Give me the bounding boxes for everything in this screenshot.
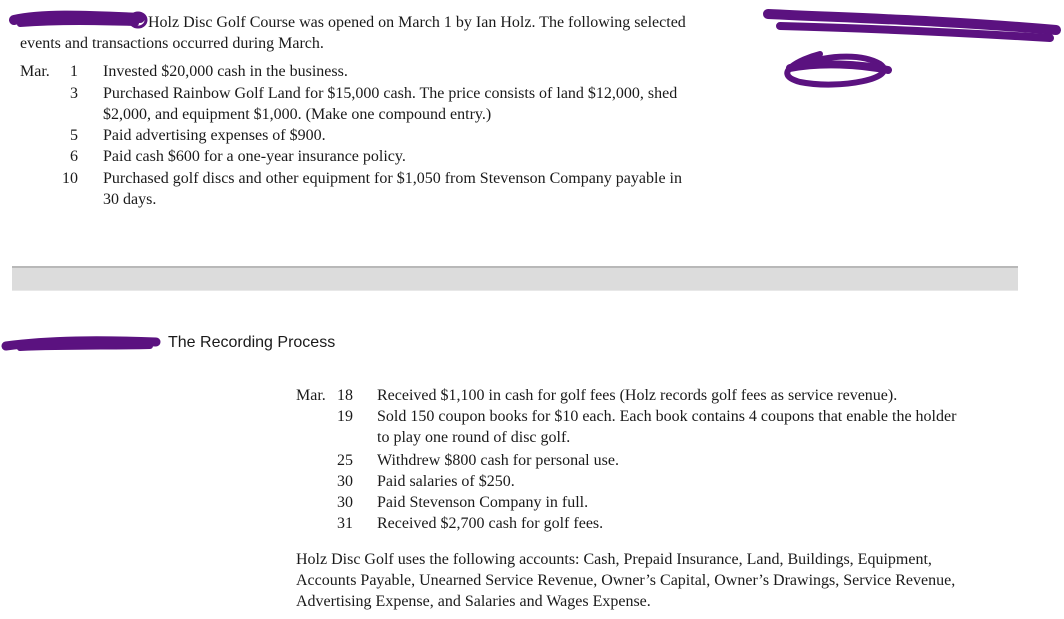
transaction-day: 25 [337, 452, 353, 469]
transaction-day: 10 [62, 170, 78, 187]
transaction-day: 6 [70, 148, 78, 165]
redaction-scribble-top-right [760, 4, 1064, 94]
transaction-day: 5 [70, 127, 78, 144]
transaction-day: 18 [337, 387, 353, 404]
section-divider [12, 266, 1018, 291]
transaction-text: Withdrew $800 cash for personal use. [377, 452, 619, 469]
transaction-day: 3 [70, 85, 78, 102]
month-label: Mar. [296, 387, 326, 404]
accounts-line-1: Holz Disc Golf uses the following accounts: Cash, Prepaid Insurance, Land, Buildings, Equipment, [296, 551, 932, 568]
transaction-day: 31 [337, 515, 353, 532]
transaction-text-cont: $2,000, and equipment $1,000. (Make one compound entry.) [103, 106, 492, 123]
transaction-text: Paid salaries of $250. [377, 473, 515, 490]
accounts-line-3: Advertising Expense, and Salaries and Wages Expense. [296, 593, 651, 610]
transaction-text: Paid advertising expenses of $900. [103, 127, 326, 144]
transaction-day: 30 [337, 473, 353, 490]
transaction-text: Paid Stevenson Company in full. [377, 494, 589, 511]
month-label: Mar. [20, 63, 50, 80]
transaction-day: 19 [337, 408, 353, 425]
transaction-text: Paid cash $600 for a one-year insurance policy. [103, 148, 406, 165]
transaction-text: Purchased Rainbow Golf Land for $15,000 cash. The price consists of land $12,000, shed [103, 85, 678, 102]
redaction-scribble-top-left [0, 6, 160, 32]
transaction-day: 30 [337, 494, 353, 511]
transaction-text: Purchased golf discs and other equipment for $1,050 from Stevenson Company payable in [103, 170, 682, 187]
intro-line-2: events and transactions occurred during March. [20, 35, 324, 52]
accounts-line-2: Accounts Payable, Unearned Service Revenue, Owner’s Capital, Owner’s Drawings, Service Revenue, [296, 572, 956, 589]
transaction-text: Sold 150 coupon books for $10 each. Each book contains 4 coupons that enable the holder [377, 408, 957, 425]
transaction-day: 1 [70, 63, 78, 80]
intro-line-1: Holz Disc Golf Course was opened on March 1 by Ian Holz. The following selected [148, 14, 686, 31]
transaction-text-cont: 30 days. [103, 191, 157, 208]
transaction-text: Received $1,100 in cash for golf fees (Holz records golf fees as service revenue). [377, 387, 898, 404]
transaction-text-cont: to play one round of disc golf. [377, 429, 571, 446]
section-title: The Recording Process [168, 334, 336, 351]
transaction-text: Received $2,700 cash for golf fees. [377, 515, 604, 532]
redaction-scribble-section [0, 330, 162, 356]
transaction-text: Invested $20,000 cash in the business. [103, 63, 348, 80]
